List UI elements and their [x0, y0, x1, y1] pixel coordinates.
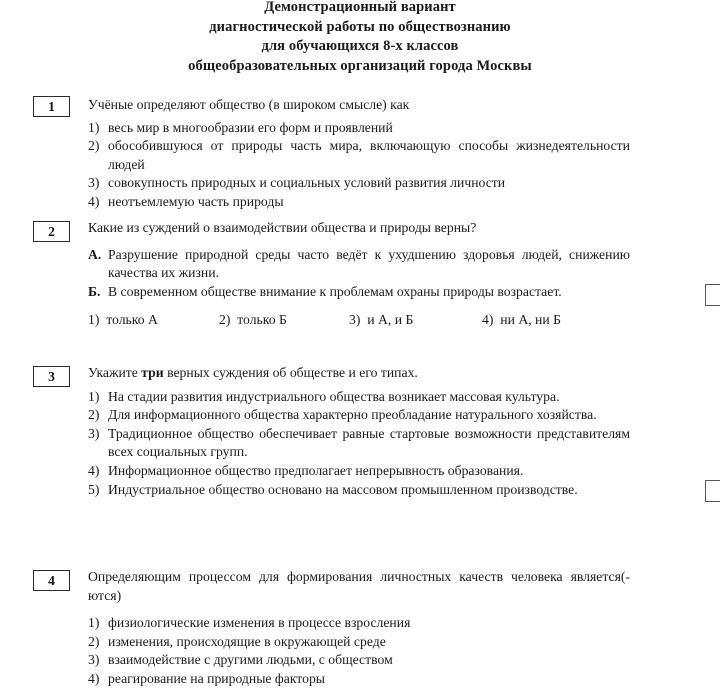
- option-label: совокупность природных и социальных условий развития личности: [108, 175, 506, 191]
- header-line-1: Демонстрационный вариант: [264, 0, 456, 15]
- answer-box-1[interactable]: [705, 284, 720, 306]
- question-4-options: [88, 614, 630, 688]
- option-label: только Б: [237, 312, 287, 328]
- option-marker: 3): [88, 425, 100, 441]
- question-1-options: [88, 119, 630, 212]
- option-marker: 3): [349, 312, 361, 328]
- header-line-4: общеобразовательных организаций города Москвы: [188, 57, 532, 74]
- option-item[interactable]: [88, 425, 630, 462]
- option-label: Информационное общество предполагает непрерывность образования.: [108, 462, 524, 478]
- option-item[interactable]: [88, 633, 630, 652]
- option-label: На стадии развития индустриального общества возникает массовая культура.: [108, 388, 560, 404]
- option-marker: 4): [88, 193, 100, 209]
- question-4-body: [88, 568, 630, 688]
- option-item[interactable]: [88, 670, 630, 688]
- header-line-2: диагностической работы по обществознанию: [209, 18, 511, 35]
- option-label: неотъемлемую часть природы: [108, 193, 284, 209]
- option-marker: 1): [88, 312, 100, 328]
- option-item[interactable]: [88, 462, 630, 481]
- question-2-statements: [88, 246, 630, 302]
- option-item[interactable]: [88, 137, 630, 174]
- option-item[interactable]: [88, 193, 630, 212]
- option-item[interactable]: [88, 119, 630, 138]
- option-item[interactable]: [88, 481, 630, 500]
- question-number-box-1: 1: [33, 96, 70, 117]
- option-label: только А: [106, 312, 158, 328]
- option-marker: 3): [88, 652, 100, 668]
- question-3-stem-bold: три: [141, 365, 164, 380]
- option-item[interactable]: [88, 311, 219, 330]
- option-label: ни А, ни Б: [500, 312, 561, 328]
- statement-text: В современном обществе внимание к проблемам охраны природы возрастает.: [108, 283, 562, 299]
- question-4-stem: Определяющим процессом для формирования личностных качеств человека является(-ются): [88, 569, 630, 603]
- option-label: взаимодействие с другими людьми, с обществом: [108, 652, 393, 668]
- question-number-box-3: 3: [33, 366, 70, 387]
- option-item[interactable]: [88, 174, 630, 193]
- option-marker: 4): [88, 670, 100, 686]
- answer-box-2[interactable]: [705, 480, 720, 502]
- option-marker: 5): [88, 481, 100, 497]
- option-marker: 1): [88, 615, 100, 631]
- header-line-3: для обучающихся 8-х классов: [261, 38, 459, 54]
- option-label: Для информационного общества характерно преобладание натурального хозяйства.: [108, 407, 597, 423]
- question-3-body: [88, 364, 630, 499]
- option-marker: 1): [88, 119, 100, 135]
- option-marker: 2): [88, 407, 100, 423]
- question-3-options: [88, 388, 630, 500]
- question-1-body: [88, 96, 630, 212]
- option-label: физиологические изменения в процессе взросления: [108, 615, 411, 631]
- document-header: [0, 0, 720, 76]
- option-marker: 2): [88, 138, 100, 154]
- option-item[interactable]: [88, 406, 630, 425]
- question-3-stem: [88, 364, 630, 383]
- option-marker: 4): [482, 312, 494, 328]
- statement-text: Разрушение природной среды часто ведёт к ухудшению здоровья людей, снижению качества их жизни.: [108, 246, 630, 281]
- option-item[interactable]: [482, 311, 561, 330]
- option-marker: 1): [88, 388, 100, 404]
- option-marker: 2): [219, 312, 231, 328]
- option-marker: 4): [88, 462, 100, 478]
- option-item[interactable]: [88, 651, 630, 670]
- question-1-stem: Учёные определяют общество (в широком смысле) как: [88, 97, 410, 112]
- option-item[interactable]: [88, 388, 630, 407]
- option-label: реагирование на природные факторы: [108, 670, 325, 686]
- option-item[interactable]: [88, 614, 630, 633]
- option-label: изменения, происходящие в окружающей среде: [108, 633, 386, 649]
- option-label: Индустриальное общество основано на массовом промышленном производстве.: [108, 481, 578, 497]
- option-label: обособившуюся от природы часть мира, включающую способы жизнедеятельности людей: [108, 138, 630, 172]
- option-item[interactable]: [349, 311, 482, 330]
- question-2-body: [88, 219, 630, 330]
- statement-item: [88, 246, 630, 283]
- statement-marker: Б.: [88, 283, 101, 299]
- question-2-stem: Какие из суждений о взаимодействии общества и природы верны?: [88, 220, 477, 235]
- question-2-options: [88, 311, 630, 330]
- question-number-box-4: 4: [33, 570, 70, 591]
- statement-marker: А.: [88, 246, 102, 262]
- option-label: Традиционное общество обеспечивает равные стартовые возможности представителям всех социальных групп.: [108, 425, 630, 460]
- option-item[interactable]: [219, 311, 349, 330]
- option-label: весь мир в многообразии его форм и проявлений: [108, 119, 393, 135]
- question-3-stem-suffix: верных суждения об обществе и его типах.: [163, 365, 418, 380]
- statement-item: [88, 283, 630, 302]
- question-3-stem-prefix: Укажите: [88, 365, 142, 380]
- option-marker: 2): [88, 633, 100, 649]
- option-label: и А, и Б: [367, 312, 414, 328]
- option-marker: 3): [88, 175, 100, 191]
- question-number-box-2: 2: [33, 221, 70, 242]
